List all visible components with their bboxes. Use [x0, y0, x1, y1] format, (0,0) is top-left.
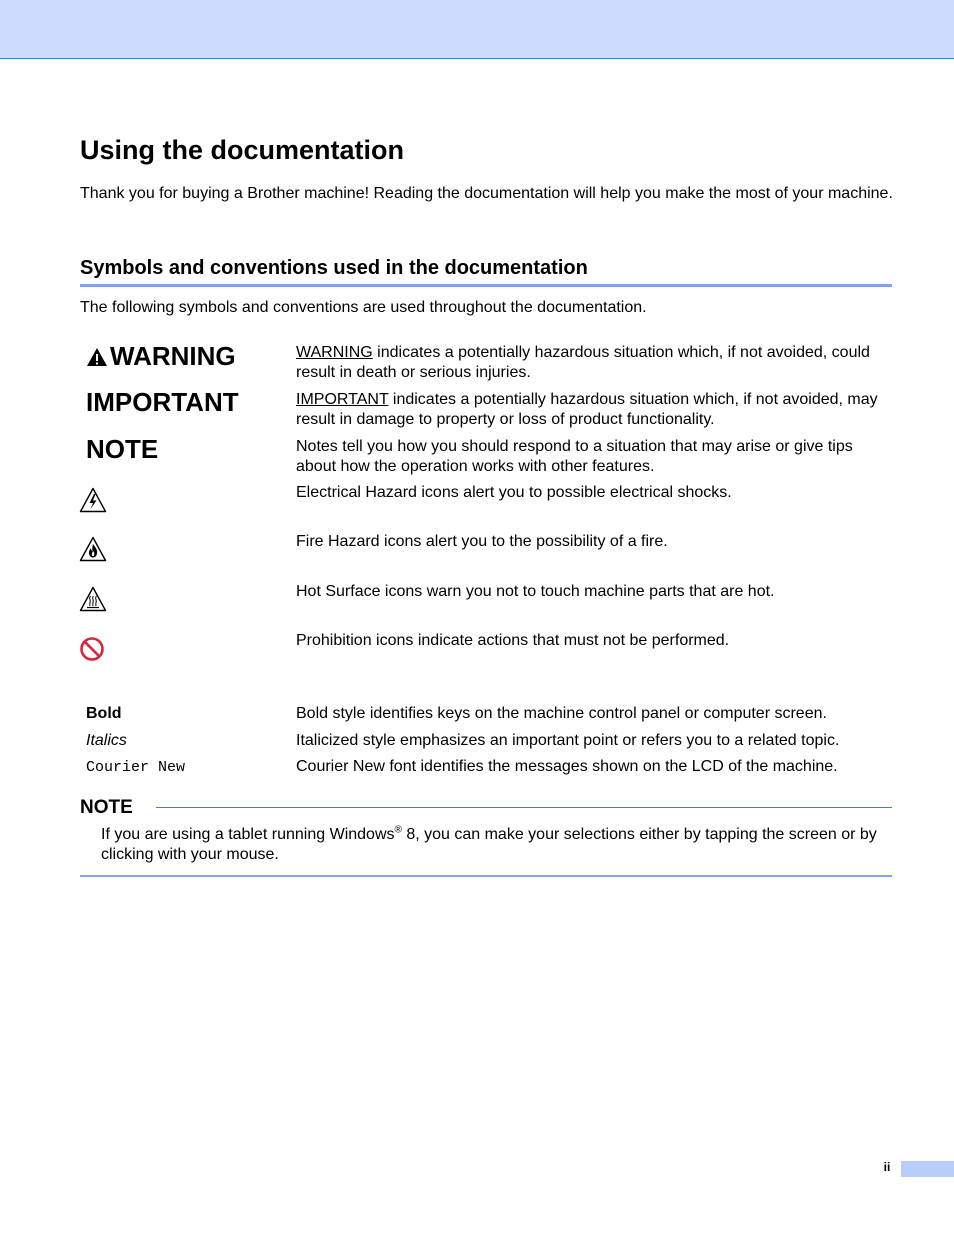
style-bold-description: Bold style identifies keys on the machine control panel or computer screen. [296, 705, 827, 722]
hot-surface-description: Hot Surface icons warn you not to touch machine parts that are hot. [296, 583, 775, 600]
page-number: ii [883, 1160, 891, 1174]
fire-hazard-description: Fire Hazard icons alert you to the possibility of a fire. [296, 533, 668, 550]
header-band [0, 0, 954, 59]
style-italics-label: Italics [86, 732, 127, 749]
warning-triangle-icon [86, 343, 108, 373]
important-term: IMPORTANT [296, 391, 389, 408]
style-courier-label: Courier New [86, 759, 186, 776]
warning-term: WARNING [296, 344, 373, 361]
note-box-text [101, 825, 893, 865]
page-number-tab [901, 1161, 954, 1177]
style-italics-description: Italicized style emphasizes an important point or refers you to a related topic. [296, 732, 840, 749]
note-box-top-rule [156, 807, 892, 808]
note-box-bottom-rule [80, 875, 892, 877]
warning-label-text: WARNING [110, 341, 236, 371]
note-label: NOTE [86, 434, 159, 464]
warning-description [296, 343, 892, 383]
hot-surface-icon [79, 586, 107, 617]
warning-desc-text: indicates a potentially hazardous situation which, if not avoided, could result in death or serious injuries. [296, 344, 870, 381]
section-title: Symbols and conventions used in the documentation [80, 257, 588, 279]
warning-label [86, 341, 236, 373]
important-desc-text: indicates a potentially hazardous situation which, if not avoided, may result in damage to property or loss of product functionality. [296, 391, 878, 428]
important-label: IMPORTANT [86, 387, 239, 417]
style-courier-description: Courier New font identifies the messages shown on the LCD of the machine. [296, 758, 838, 775]
section-lead: The following symbols and conventions are used throughout the documentation. [80, 299, 647, 316]
intro-paragraph: Thank you for buying a Brother machine! Reading the documentation will help you make the most of your machine. [80, 185, 893, 202]
style-bold-label: Bold [86, 705, 122, 722]
prohibition-description: Prohibition icons indicate actions that must not be performed. [296, 632, 730, 649]
note-box-text-after: 8, you can make your selections either by tapping the screen or by clicking with your mouse. [101, 826, 877, 863]
electrical-hazard-icon [79, 487, 107, 518]
note-box-title: NOTE [80, 797, 133, 818]
note-description: Notes tell you how you should respond to a situation that may arise or give tips about how the operation works with other features. [296, 438, 853, 475]
section-title-rule [80, 284, 892, 287]
electrical-hazard-description: Electrical Hazard icons alert you to possible electrical shocks. [296, 484, 732, 501]
registered-mark: ® [394, 824, 402, 836]
note-box-text-before: If you are using a tablet running Windows [101, 826, 395, 843]
prohibition-icon [79, 636, 105, 667]
page-title: Using the documentation [80, 135, 404, 165]
fire-hazard-icon [79, 536, 107, 567]
important-description [296, 390, 892, 430]
